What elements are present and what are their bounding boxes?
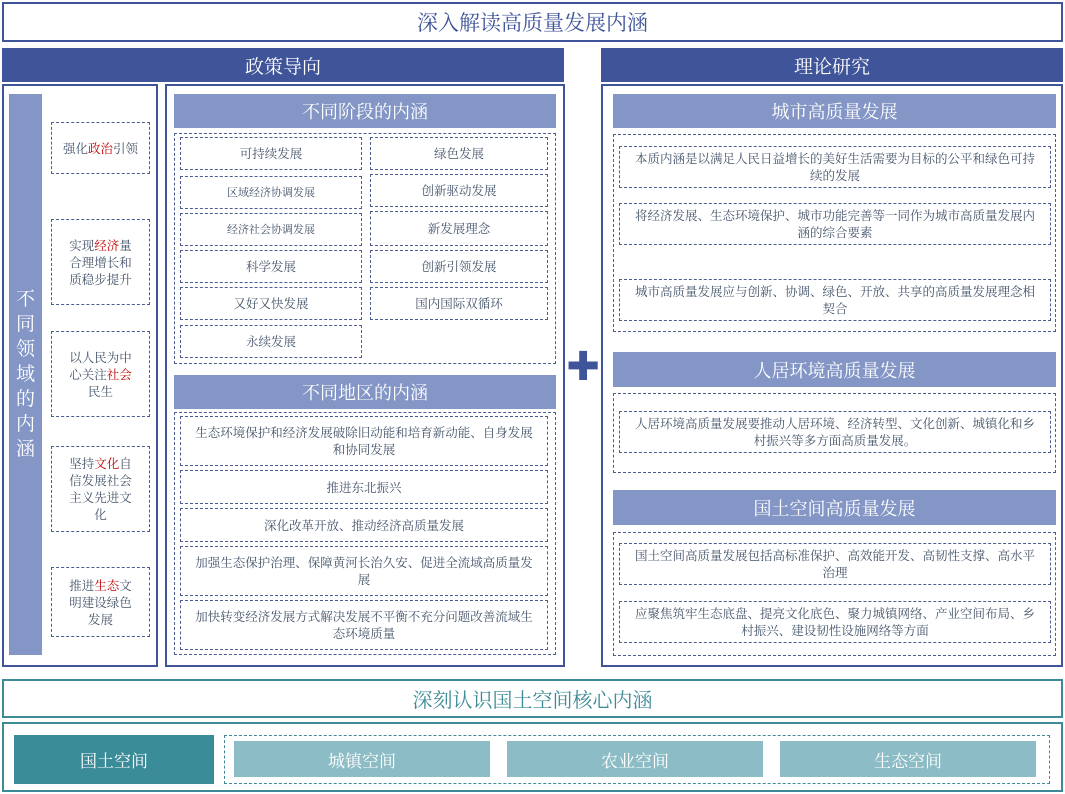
stages-header: 不同阶段的内涵: [174, 94, 556, 128]
region-item: 深化改革开放、推动经济高质量发展: [180, 508, 548, 542]
domain-item-politics: [51, 122, 150, 174]
theory-header: 理论研究: [601, 48, 1063, 82]
core-sub-urban: 城镇空间: [234, 741, 490, 777]
plus-icon: ✚: [566, 344, 600, 390]
domain-text: 以人民为中心关注: [69, 349, 132, 382]
region-item: 生态环境保护和经济发展破除旧动能和培育新动能、自身发展和协同发展: [180, 416, 548, 466]
vertical-char: 领: [15, 338, 35, 360]
domain-text: 推进: [69, 577, 95, 593]
living-header: 人居环境高质量发展: [613, 352, 1056, 387]
domain-text: 量合理增长和质稳步提升: [69, 237, 132, 287]
stage-item: 绿色发展: [370, 137, 548, 170]
urban-item: 城市高质量发展应与创新、协调、绿色、开放、共享的高质量发展理念相契合: [619, 279, 1051, 321]
main-title: 深入解读高质量发展内涵: [417, 11, 648, 35]
stage-item: 区域经济协调发展: [180, 176, 362, 209]
vertical-char: 不: [15, 288, 35, 310]
core-title-frame: [2, 679, 1063, 718]
domain-text: 强化: [62, 140, 88, 156]
vertical-char: 同: [15, 313, 35, 335]
stage-item: 国内国际双循环: [370, 287, 548, 320]
domain-text: 实现: [69, 237, 95, 253]
domain-item-economy: [51, 219, 150, 305]
policy-header: 政策导向: [2, 48, 564, 82]
land-item: 国土空间高质量发展包括高标准保护、高效能开发、高韧性支撑、高水平治理: [619, 543, 1051, 585]
domain-text: 自信发展社会主义先进文化: [69, 456, 132, 522]
domain-text: 引领: [113, 140, 139, 156]
stage-item: 科学发展: [180, 250, 362, 283]
core-title: 深刻认识国土空间核心内涵: [412, 688, 653, 712]
land-header: 国土空间高质量发展: [613, 490, 1056, 525]
stage-item: 创新引领发展: [370, 250, 548, 283]
stage-item: 创新驱动发展: [370, 174, 548, 207]
land-item: 应聚焦筑牢生态底盘、提亮文化底色、聚力城镇网络、产业空间布局、乡村振兴、建设韧性设施网络等方面: [619, 601, 1051, 643]
regions-header: 不同地区的内涵: [174, 375, 556, 409]
domain-highlight: 文化: [94, 456, 120, 471]
domain-item-society: [51, 331, 150, 417]
domain-text: 文明建设绿色发展: [69, 577, 132, 627]
stage-item: 又好又快发展: [180, 287, 362, 320]
stage-item: 新发展理念: [370, 211, 548, 246]
vertical-char: 内: [15, 413, 35, 435]
urban-item: 将经济发展、生态环境保护、城市功能完善等一同作为城市高质量发展内涵的综合要素: [619, 203, 1051, 245]
core-main-space: 国土空间: [14, 735, 214, 784]
domain-vertical-label: [9, 94, 42, 655]
domain-highlight: 政治: [87, 140, 113, 156]
urban-header: 城市高质量发展: [613, 94, 1056, 128]
domain-item-culture: [51, 446, 150, 532]
region-item: 推进东北振兴: [180, 470, 548, 504]
domain-item-ecology: [51, 567, 150, 637]
domain-highlight: 经济: [94, 237, 120, 253]
vertical-char: 的: [15, 388, 35, 410]
living-item: 人居环境高质量发展要推动人居环境、经济转型、文化创新、城镇化和乡村振兴等多方面高质量发展。: [619, 411, 1051, 453]
domain-text: 坚持: [69, 456, 95, 471]
core-sub-ecology: 生态空间: [780, 741, 1036, 777]
urban-item: 本质内涵是以满足人民日益增长的美好生活需要为目标的公平和绿色可持续的发展: [619, 146, 1051, 188]
main-title-frame: [2, 2, 1063, 42]
domain-highlight: 社会: [106, 366, 132, 382]
region-item: 加快转变经济发展方式解决发展不平衡不充分问题改善流域生态环境质量: [180, 600, 548, 650]
stage-item: 经济社会协调发展: [180, 213, 362, 246]
region-item: 加强生态保护治理、保障黄河长治久安、促进全流域高质量发展: [180, 546, 548, 596]
vertical-char: 域: [15, 363, 35, 385]
domain-highlight: 生态: [94, 577, 120, 593]
domain-text: 民生: [87, 383, 113, 399]
stage-item: 永续发展: [180, 325, 362, 358]
stage-item: 可持续发展: [180, 137, 362, 170]
vertical-char: 涵: [15, 438, 35, 460]
core-sub-agriculture: 农业空间: [507, 741, 763, 777]
